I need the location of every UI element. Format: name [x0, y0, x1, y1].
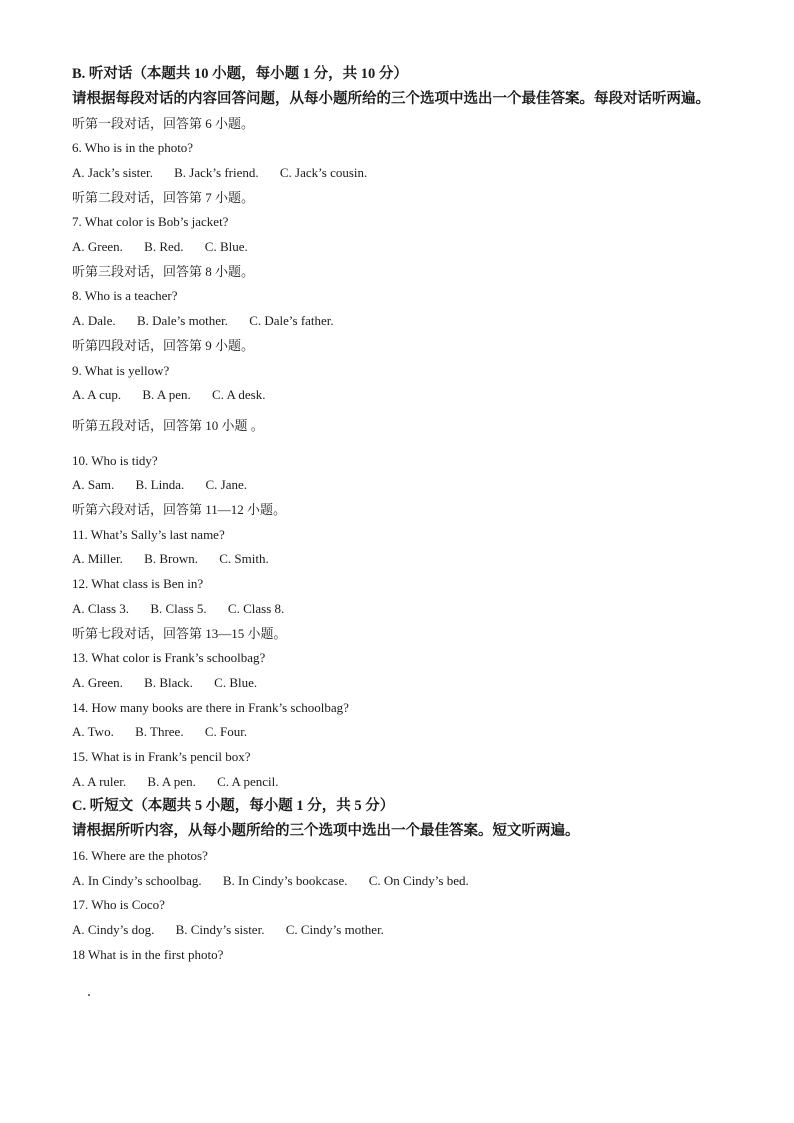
- option-b: B. Brown.: [144, 551, 198, 567]
- option-b: B. Black.: [144, 674, 193, 690]
- question-11-options: [72, 547, 732, 572]
- option-a: A. Dale.: [72, 313, 116, 329]
- question-14: 14. How many books are there in Frank’s schoolbag?: [72, 699, 349, 715]
- option-c: C. A pencil.: [217, 773, 279, 789]
- option-b: B. A pen.: [147, 773, 196, 789]
- segment-1-label: 听第一段对话，回答第 6 小题。: [72, 115, 255, 131]
- option-b: B. Three.: [135, 724, 184, 740]
- option-c: C. Jack’s cousin.: [279, 164, 368, 180]
- option-c: C. Four.: [204, 724, 248, 740]
- question-14-options: [72, 720, 732, 745]
- question-6: 6. Who is in the photo?: [72, 140, 194, 156]
- segment-4-label: 听第四段对话，回答第 9 小题。: [72, 337, 255, 353]
- option-b: B. Dale’s mother.: [136, 313, 228, 329]
- option-c: C. On Cindy’s bed.: [368, 872, 469, 888]
- option-a: A. Class 3.: [72, 600, 130, 616]
- question-8: 8. Who is a teacher?: [72, 288, 178, 304]
- option-c: C. Jane.: [205, 477, 248, 493]
- section-c-instruction: 请根据所听内容，从每小题所给的三个选项中选出一个最佳答案。短文听两遍。: [72, 823, 580, 840]
- segment-7-label: 听第七段对话，回答第 13—15 小题。: [72, 625, 287, 641]
- segment-5-label: 听第五段对话，回答第 10 小题 。: [72, 417, 264, 433]
- question-10-options: [72, 473, 732, 498]
- option-a: A. Two.: [72, 724, 114, 740]
- section-b-instruction: 请根据每段对话的内容回答问题，从每小题所给的三个选项中选出一个最佳答案。每段对话听两遍。: [72, 91, 710, 107]
- option-c: C. Dale’s father.: [249, 313, 334, 329]
- option-a: A. In Cindy’s schoolbag.: [72, 872, 202, 888]
- option-a: A. Cindy’s dog.: [72, 922, 155, 938]
- question-13: 13. What color is Frank’s schoolbag?: [72, 650, 266, 666]
- option-a: A. A ruler.: [72, 773, 127, 789]
- option-a: A. Green.: [72, 674, 123, 690]
- option-c: C. Smith.: [219, 551, 269, 567]
- question-9-options: [72, 383, 732, 408]
- question-11: 11. What’s Sally’s last name?: [72, 526, 225, 542]
- option-b: B. Class 5.: [150, 600, 207, 616]
- option-c: C. Blue.: [204, 239, 248, 255]
- question-15-options: [72, 770, 732, 795]
- question-16: 16. Where are the photos?: [72, 847, 208, 863]
- option-c: C. Blue.: [214, 674, 258, 690]
- question-12-options: [72, 597, 732, 622]
- question-17: 17. Who is Coco?: [72, 897, 165, 913]
- option-c: C. Class 8.: [227, 600, 285, 616]
- option-c: C. A desk.: [212, 387, 266, 403]
- question-17-options: [72, 918, 732, 943]
- question-18: 18 What is in the first photo?: [72, 946, 224, 962]
- segment-3-label: 听第三段对话，回答第 8 小题。: [72, 263, 255, 279]
- stray-dot-mark: [88, 994, 90, 996]
- question-10: 10. Who is tidy?: [72, 452, 158, 468]
- option-c: C. Cindy’s mother.: [285, 922, 384, 938]
- section-b-heading: B. 听对话（本题共 10 小题，每小题 1 分，共 10 分）: [72, 66, 408, 82]
- option-a: A. Miller.: [72, 551, 123, 567]
- question-7: 7. What color is Bob’s jacket?: [72, 214, 229, 230]
- segment-6-label: 听第六段对话，回答第 11—12 小题。: [72, 502, 287, 518]
- question-12: 12. What class is Ben in?: [72, 576, 204, 592]
- exam-page: [72, 62, 732, 968]
- section-c-heading: C. 听短文（本题共 5 小题，每小题 1 分，共 5 分）: [72, 798, 395, 815]
- option-b: B. Jack’s friend.: [174, 164, 259, 180]
- option-b: B. Red.: [144, 239, 184, 255]
- question-16-options: [72, 869, 732, 894]
- question-8-options: [72, 309, 732, 334]
- option-a: A. Green.: [72, 239, 123, 255]
- option-b: B. Cindy’s sister.: [175, 922, 265, 938]
- question-15: 15. What is in Frank’s pencil box?: [72, 749, 251, 765]
- question-7-options: [72, 235, 732, 260]
- question-6-options: [72, 161, 732, 186]
- question-9: 9. What is yellow?: [72, 362, 170, 378]
- option-b: B. In Cindy’s bookcase.: [222, 872, 348, 888]
- segment-2-label: 听第二段对话，回答第 7 小题。: [72, 189, 255, 205]
- option-a: A. Jack’s sister.: [72, 164, 153, 180]
- question-13-options: [72, 671, 732, 696]
- option-b: B. Linda.: [135, 477, 185, 493]
- option-a: A. A cup.: [72, 387, 122, 403]
- option-a: A. Sam.: [72, 477, 115, 493]
- option-b: B. A pen.: [142, 387, 191, 403]
